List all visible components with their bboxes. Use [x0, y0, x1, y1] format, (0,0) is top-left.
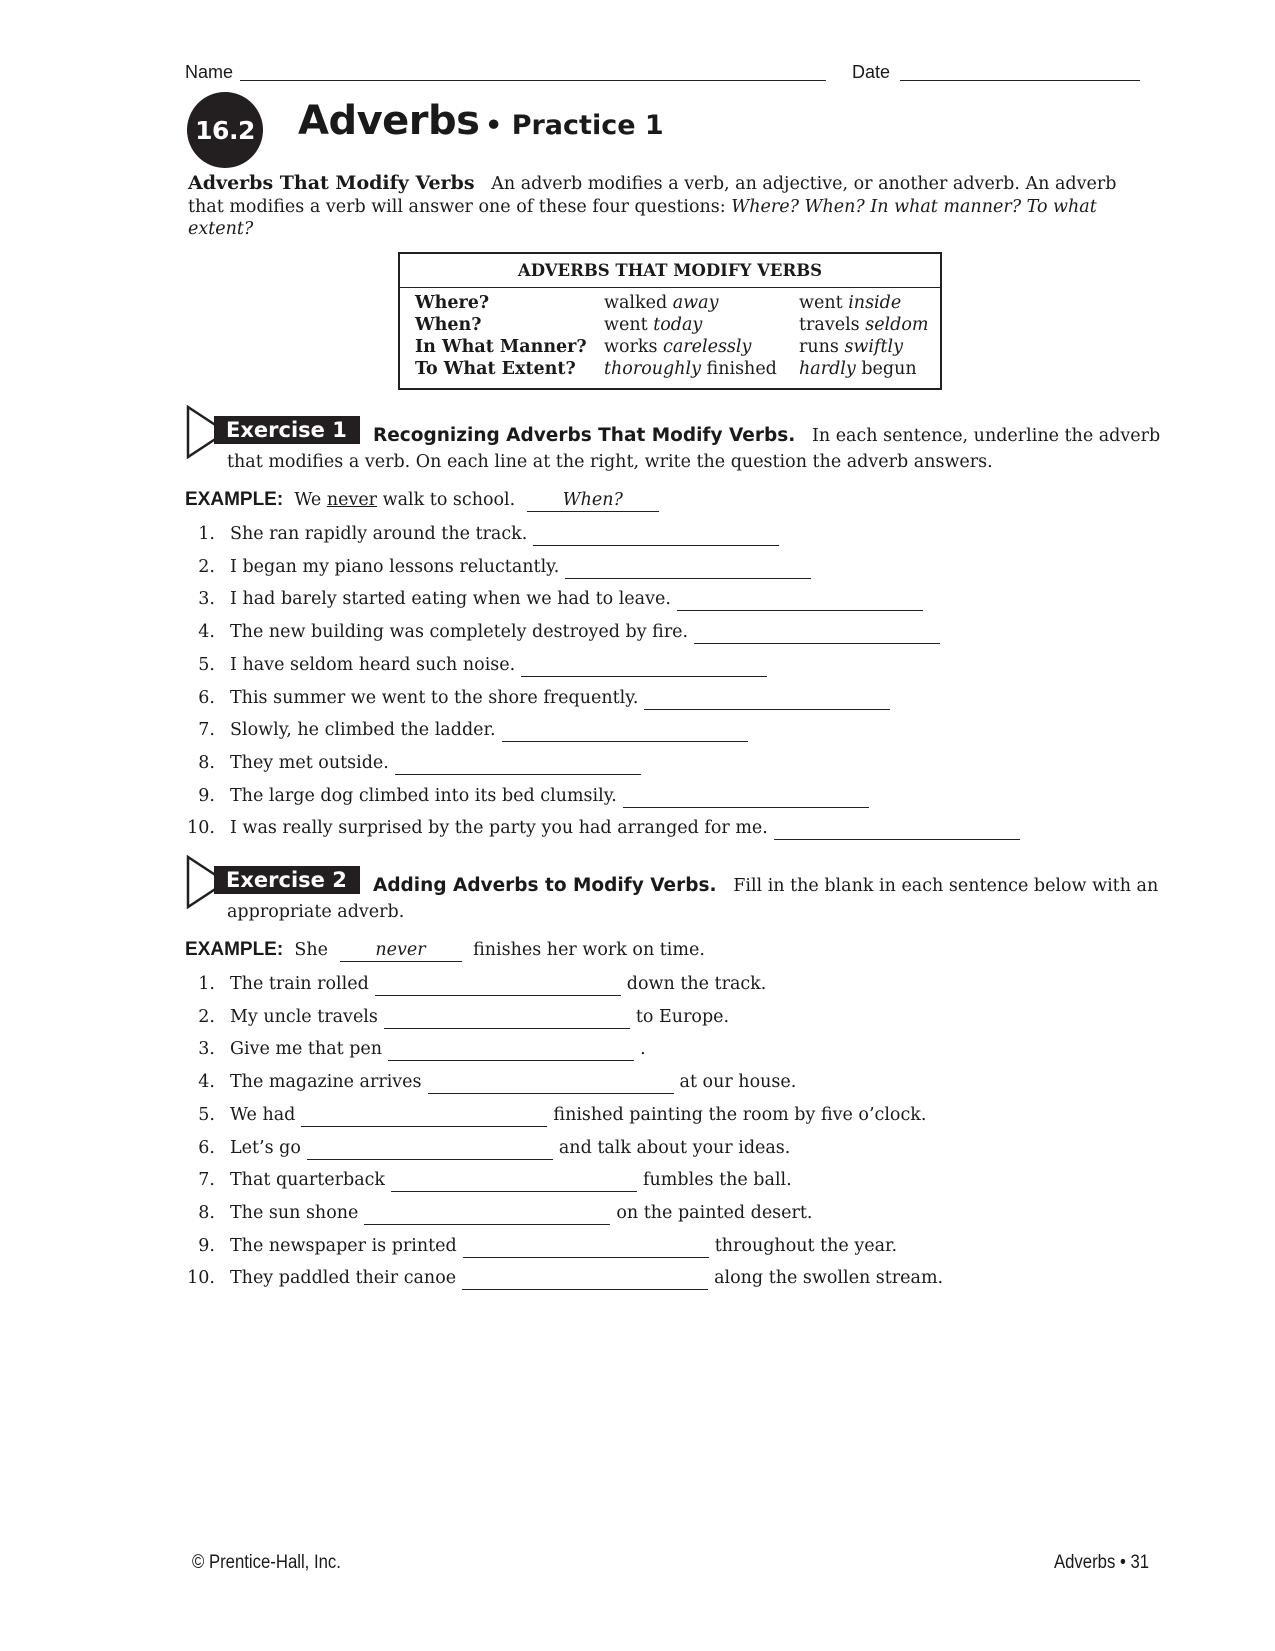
item-sentence: I began my piano lessons reluctantly.	[230, 556, 560, 577]
table-example: thoroughly finished	[604, 359, 777, 379]
date-field[interactable]	[900, 80, 1140, 81]
item-number: 5.	[198, 654, 215, 675]
item-sentence-before: The train rolled	[230, 974, 369, 994]
example-text-pre: We	[294, 490, 327, 510]
item-number: 9.	[198, 785, 215, 806]
answer-blank[interactable]	[502, 721, 748, 742]
exercise2-label: Exercise 2	[214, 866, 360, 894]
adverbs-table	[398, 252, 942, 390]
answer-blank[interactable]	[462, 1269, 708, 1290]
example-text-post: finishes her work on time.	[473, 940, 705, 960]
table-row	[400, 292, 940, 314]
table-question: Where?	[415, 293, 490, 313]
item-sentence-after: and talk about your ideas.	[558, 1137, 791, 1158]
exercise1-instr2: that modifies a verb. On each line at the right, write the question the adverb answers.	[227, 452, 993, 472]
exercise1-item	[185, 686, 896, 710]
answer-blank[interactable]	[565, 558, 811, 579]
table-row	[400, 336, 940, 358]
exercise1-item	[185, 555, 817, 579]
item-number: 6.	[198, 687, 215, 708]
item-number: 1.	[198, 524, 215, 544]
item-number: 7.	[198, 720, 215, 741]
item-sentence: I was really surprised by the party you had arranged for me.	[230, 818, 768, 839]
exercise2-example	[185, 938, 705, 962]
item-number: 5.	[198, 1104, 215, 1125]
item-sentence: She ran rapidly around the track.	[230, 524, 528, 544]
answer-blank[interactable]	[384, 1008, 630, 1029]
item-number: 10.	[187, 818, 215, 839]
item-sentence-after: .	[640, 1039, 646, 1060]
answer-blank[interactable]	[623, 787, 869, 808]
item-sentence-before: The newspaper is printed	[230, 1235, 457, 1256]
exercise1-heading	[373, 423, 1160, 449]
exercise2-item	[185, 1070, 796, 1094]
item-sentence-after: along the swollen stream.	[714, 1268, 944, 1289]
answer-blank[interactable]	[364, 1204, 610, 1225]
item-number: 6.	[198, 1137, 215, 1158]
item-sentence-after: at our house.	[679, 1072, 797, 1093]
item-sentence-after: to Europe.	[635, 1006, 730, 1027]
answer-blank[interactable]	[644, 689, 890, 710]
answer-blank[interactable]	[677, 590, 923, 611]
exercise1-lead: Recognizing Adverbs That Modify Verbs.	[373, 425, 796, 446]
item-sentence: They met outside.	[230, 752, 389, 773]
answer-blank[interactable]	[533, 525, 779, 546]
item-sentence: I have seldom heard such noise.	[230, 654, 516, 675]
exercise1-example	[185, 488, 665, 512]
item-sentence: The large dog climbed into its bed clumsily.	[230, 785, 617, 806]
table-title: ADVERBS THAT MODIFY VERBS	[400, 254, 940, 288]
item-sentence-after: on the painted desert.	[616, 1202, 813, 1223]
exercise1-item	[185, 718, 754, 742]
answer-blank[interactable]	[307, 1139, 553, 1160]
exercise2-item	[185, 1005, 729, 1029]
example-text-pre: She	[294, 940, 328, 960]
exercise1-item	[185, 653, 773, 677]
answer-blank[interactable]	[428, 1073, 674, 1094]
answer-blank[interactable]	[694, 623, 940, 644]
item-sentence: Slowly, he climbed the ladder.	[230, 720, 496, 741]
table-example: travels seldom	[799, 315, 929, 335]
answer-blank[interactable]	[463, 1237, 709, 1258]
table-example: hardly begun	[799, 359, 917, 379]
answer-blank[interactable]	[521, 656, 767, 677]
item-number: 10.	[187, 1268, 215, 1289]
answer-blank[interactable]	[395, 754, 641, 775]
item-sentence: This summer we went to the shore frequently.	[230, 687, 639, 708]
exercise1-item	[185, 522, 785, 546]
exercise2-instr2: appropriate adverb.	[227, 902, 405, 922]
exercise2-lead: Adding Adverbs to Modify Verbs.	[373, 875, 717, 896]
date-label: Date	[852, 62, 891, 82]
table-row	[400, 314, 940, 336]
example-answer: never	[340, 939, 462, 962]
exercise2-item	[185, 1136, 790, 1160]
exercise2-item	[185, 1266, 943, 1290]
item-number: 8.	[198, 1202, 215, 1223]
example-label: EXAMPLE:	[185, 939, 284, 960]
exercise2-item	[185, 1103, 926, 1127]
exercise2-heading	[373, 873, 1158, 899]
example-underlined-adverb: never	[326, 490, 378, 510]
item-sentence-before: That quarterback	[230, 1170, 386, 1191]
item-number: 4.	[198, 622, 215, 643]
intro-text: An adverb modifies a verb, an adjective, or another adverb. An adverb that modifies a verb will answer one of these four questions:	[188, 174, 1117, 217]
page-title	[298, 98, 664, 144]
item-sentence: I had barely started eating when we had to leave.	[230, 589, 671, 610]
item-number: 4.	[198, 1072, 215, 1093]
intro-questions: Where? When? In what manner? To what extent?	[188, 196, 1097, 239]
exercise2-item	[185, 1168, 792, 1192]
item-sentence-after: throughout the year.	[714, 1235, 898, 1256]
table-example: runs swiftly	[799, 337, 904, 357]
answer-blank[interactable]	[375, 975, 621, 996]
item-number: 2.	[198, 1006, 215, 1027]
name-label: Name	[185, 62, 234, 82]
exercise1-item	[185, 751, 647, 775]
footer-page-number: Adverbs • 31	[1053, 1552, 1149, 1573]
section-badge: 16.2	[187, 92, 263, 168]
intro-paragraph	[188, 172, 1148, 241]
table-question: When?	[415, 315, 482, 335]
answer-blank[interactable]	[774, 819, 1020, 840]
item-number: 8.	[198, 752, 215, 773]
table-question: In What Manner?	[415, 337, 587, 357]
item-sentence-before: We had	[230, 1104, 296, 1125]
item-number: 3.	[198, 589, 215, 610]
item-number: 9.	[198, 1235, 215, 1256]
exercise1-item	[185, 784, 875, 808]
exercise1-label: Exercise 1	[214, 416, 360, 444]
exercise2-item	[185, 1037, 646, 1061]
item-sentence-after: finished painting the room by five o’clock.	[553, 1104, 927, 1125]
exercise2-item	[185, 972, 766, 996]
item-sentence-after: fumbles the ball.	[643, 1170, 792, 1191]
item-sentence-before: Let’s go	[230, 1137, 301, 1158]
table-example: went today	[604, 315, 703, 335]
exercise1-item	[185, 620, 946, 644]
answer-blank[interactable]	[388, 1040, 634, 1061]
exercise2-item	[185, 1234, 897, 1258]
table-example: works carelessly	[604, 337, 752, 357]
item-sentence-before: The magazine arrives	[230, 1072, 422, 1093]
title-main: Adverbs	[298, 98, 480, 144]
item-number: 2.	[198, 556, 215, 577]
exercise1-instr1: In each sentence, underline the adverb	[811, 426, 1161, 446]
example-label: EXAMPLE:	[185, 489, 284, 510]
table-question: To What Extent?	[415, 359, 576, 379]
exercise2-item	[185, 1201, 812, 1225]
table-example: walked away	[604, 293, 719, 313]
exercise1-item	[185, 816, 1026, 840]
name-field[interactable]	[240, 80, 826, 81]
item-sentence-before: Give me that pen	[230, 1039, 383, 1060]
item-number: 7.	[198, 1170, 215, 1191]
example-text-post: walk to school.	[377, 490, 516, 510]
answer-blank[interactable]	[301, 1106, 547, 1127]
footer-copyright: © Prentice-Hall, Inc.	[192, 1552, 341, 1573]
item-sentence-after: down the track.	[626, 974, 767, 994]
item-sentence-before: They paddled their canoe	[230, 1268, 457, 1289]
exercise2-instr1: Fill in the blank in each sentence below with an	[733, 876, 1159, 896]
title-sub: • Practice 1	[485, 110, 664, 141]
table-example: went inside	[799, 293, 902, 313]
item-sentence-before: The sun shone	[230, 1202, 359, 1223]
intro-lead: Adverbs That Modify Verbs	[188, 172, 475, 194]
exercise1-item	[185, 587, 929, 611]
item-sentence-before: My uncle travels	[230, 1006, 378, 1027]
item-number: 1.	[198, 974, 215, 994]
item-sentence: The new building was completely destroyed by fire.	[230, 622, 689, 643]
item-number: 3.	[198, 1039, 215, 1060]
table-row	[400, 358, 940, 380]
example-answer: When?	[527, 489, 659, 512]
answer-blank[interactable]	[391, 1171, 637, 1192]
